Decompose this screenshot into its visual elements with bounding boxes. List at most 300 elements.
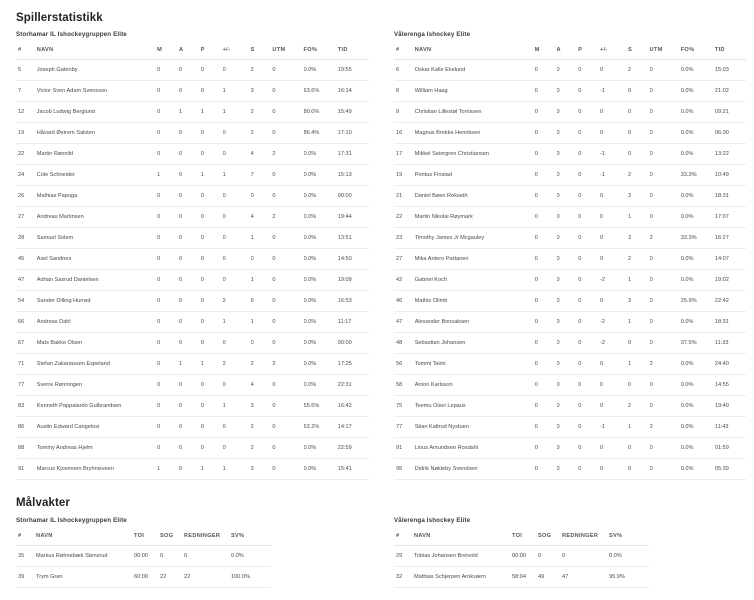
table-row[interactable] xyxy=(16,165,369,186)
cell-faceoff-pct: 0.0% xyxy=(304,60,338,81)
cell-goals: 0 xyxy=(535,291,557,312)
table-row[interactable] xyxy=(394,165,746,186)
cell-plusminus: -2 xyxy=(600,312,628,333)
cell-goals: 0 xyxy=(157,333,179,354)
cell-assists: 0 xyxy=(179,417,201,438)
cell-player-name: Linus Amundsen Rosdahl xyxy=(415,438,535,459)
cell-player-name: Sverre Rønningen xyxy=(37,375,157,396)
cell-number: 17 xyxy=(394,144,415,165)
col-header-number[interactable]: # xyxy=(16,41,37,60)
cell-player-name: Daniel Bøen Rokseth xyxy=(415,186,535,207)
cell-plusminus: 0 xyxy=(600,459,628,480)
col-header-number[interactable]: # xyxy=(394,527,414,546)
cell-assists: 0 xyxy=(557,291,579,312)
cell-player-name: Markus Røhnebæk Stensrud xyxy=(36,546,134,567)
cell-plusminus: 1 xyxy=(223,312,251,333)
cell-number: 7 xyxy=(16,81,37,102)
cell-sog: 0 xyxy=(160,546,184,567)
cell-saves: 0 xyxy=(562,546,609,567)
cell-plusminus: 0 xyxy=(600,396,628,417)
cell-points: 1 xyxy=(201,459,223,480)
cell-shots: 0 xyxy=(628,81,650,102)
table-row[interactable] xyxy=(394,249,746,270)
table-row[interactable] xyxy=(394,102,746,123)
cell-player-name: Timothy James Jr Mcgauley xyxy=(415,228,535,249)
cell-time: 17:10 xyxy=(338,123,369,144)
col-header-name[interactable]: NAVN xyxy=(415,41,535,60)
home-skaters-table xyxy=(16,41,369,480)
cell-player-name: Pontus Finstad xyxy=(415,165,535,186)
cell-player-name: Cole Schneider xyxy=(37,165,157,186)
cell-plusminus: 0 xyxy=(223,207,251,228)
col-header-goals[interactable]: M xyxy=(157,41,179,60)
cell-player-name: Mikkel Seiergren Christiansen xyxy=(415,144,535,165)
cell-time: 11:43 xyxy=(715,417,746,438)
cell-assists: 0 xyxy=(179,186,201,207)
cell-points: 0 xyxy=(201,144,223,165)
cell-time: 22:31 xyxy=(338,375,369,396)
cell-number: 91 xyxy=(16,459,37,480)
table-header-row xyxy=(16,527,271,546)
cell-save-pct: 95.9% xyxy=(609,567,649,588)
table-row[interactable] xyxy=(16,60,369,81)
cell-time: 14:50 xyxy=(338,249,369,270)
cell-plusminus: 1 xyxy=(223,81,251,102)
cell-time: 24:40 xyxy=(715,354,746,375)
table-row[interactable] xyxy=(16,144,369,165)
cell-faceoff-pct: 0.0% xyxy=(304,144,338,165)
col-header-time[interactable]: TID xyxy=(715,41,746,60)
cell-assists: 0 xyxy=(557,123,579,144)
cell-points: 0 xyxy=(201,375,223,396)
cell-penalty-minutes: 0 xyxy=(650,312,681,333)
col-header-plusminus[interactable]: +/- xyxy=(600,41,628,60)
cell-assists: 0 xyxy=(557,354,579,375)
cell-faceoff-pct: 33.3% xyxy=(681,228,715,249)
col-header-assists[interactable]: A xyxy=(179,41,201,60)
cell-shots: 0 xyxy=(628,459,650,480)
cell-time: 14:55 xyxy=(715,375,746,396)
cell-shots: 0 xyxy=(628,333,650,354)
cell-penalty-minutes: 0 xyxy=(272,165,303,186)
table-row[interactable] xyxy=(394,228,746,249)
cell-points: 0 xyxy=(578,417,600,438)
cell-faceoff-pct: 0.0% xyxy=(681,102,715,123)
cell-faceoff-pct: 0.0% xyxy=(681,123,715,144)
away-skaters-body xyxy=(394,60,746,480)
cell-faceoff-pct: 63.2% xyxy=(304,417,338,438)
away-skaters-column xyxy=(377,24,754,480)
cell-goals: 0 xyxy=(157,375,179,396)
cell-assists: 0 xyxy=(179,375,201,396)
cell-shots: 6 xyxy=(251,291,273,312)
table-row[interactable] xyxy=(394,333,746,354)
cell-plusminus: -2 xyxy=(600,270,628,291)
table-row[interactable] xyxy=(394,396,746,417)
table-row[interactable] xyxy=(394,81,746,102)
cell-goals: 1 xyxy=(157,459,179,480)
cell-plusminus: 0 xyxy=(600,354,628,375)
cell-assists: 0 xyxy=(557,228,579,249)
cell-goals: 0 xyxy=(157,312,179,333)
cell-points: 0 xyxy=(578,123,600,144)
cell-penalty-minutes: 0 xyxy=(650,207,681,228)
cell-goals: 0 xyxy=(535,375,557,396)
cell-time: 19:09 xyxy=(338,270,369,291)
cell-goals: 0 xyxy=(157,249,179,270)
cell-points: 0 xyxy=(578,333,600,354)
cell-points: 0 xyxy=(578,165,600,186)
cell-plusminus: 0 xyxy=(223,123,251,144)
cell-goals: 0 xyxy=(535,249,557,270)
table-header-row xyxy=(394,527,649,546)
cell-faceoff-pct: 0.0% xyxy=(304,438,338,459)
away-team-name-skaters: Vålerenga Ishockey Elite xyxy=(394,31,471,38)
cell-number: 42 xyxy=(394,270,415,291)
cell-assists: 0 xyxy=(179,207,201,228)
home-skaters-body xyxy=(16,60,369,480)
cell-goals: 0 xyxy=(157,144,179,165)
cell-shots: 3 xyxy=(628,228,650,249)
skaters-columns xyxy=(0,24,754,480)
goalies-heading: Målvakter xyxy=(16,497,70,509)
table-row[interactable] xyxy=(16,567,271,588)
cell-shots: 3 xyxy=(628,291,650,312)
cell-number: 8 xyxy=(394,81,415,102)
cell-assists: 0 xyxy=(557,417,579,438)
col-header-shots[interactable]: S xyxy=(251,41,273,60)
cell-faceoff-pct: 0.0% xyxy=(681,375,715,396)
cell-assists: 0 xyxy=(179,228,201,249)
cell-penalty-minutes: 0 xyxy=(272,60,303,81)
col-header-assists[interactable]: A xyxy=(557,41,579,60)
cell-number: 45 xyxy=(16,249,37,270)
cell-assists: 0 xyxy=(557,312,579,333)
cell-points: 0 xyxy=(201,228,223,249)
cell-points: 0 xyxy=(578,396,600,417)
cell-shots: 2 xyxy=(628,396,650,417)
table-row[interactable] xyxy=(16,102,369,123)
col-header-goals[interactable]: M xyxy=(535,41,557,60)
col-header-faceoff-pct[interactable]: FO% xyxy=(681,41,715,60)
cell-points: 0 xyxy=(201,417,223,438)
cell-plusminus: 0 xyxy=(223,270,251,291)
cell-faceoff-pct: 0.0% xyxy=(681,417,715,438)
cell-player-name: Didrik Nøkleby Svendsen xyxy=(415,459,535,480)
cell-points: 0 xyxy=(578,60,600,81)
cell-save-pct: 0.0% xyxy=(231,546,271,567)
cell-shots: 0 xyxy=(628,375,650,396)
away-team-name-goalies: Vålerenga Ishockey Elite xyxy=(394,517,471,524)
cell-time: 06:30 xyxy=(715,123,746,144)
cell-penalty-minutes: 0 xyxy=(272,249,303,270)
cell-player-name: Mathias Papuga xyxy=(37,186,157,207)
table-row[interactable] xyxy=(394,354,746,375)
cell-plusminus: 0 xyxy=(600,375,628,396)
cell-shots: 2 xyxy=(251,354,273,375)
away-goalies-table xyxy=(394,527,649,588)
cell-assists: 0 xyxy=(179,312,201,333)
cell-assists: 0 xyxy=(557,165,579,186)
cell-plusminus: 0 xyxy=(223,144,251,165)
cell-goals: 0 xyxy=(157,102,179,123)
skaters-heading: Spillerstatistikk xyxy=(16,12,103,24)
cell-shots: 4 xyxy=(251,207,273,228)
table-row[interactable] xyxy=(394,144,746,165)
cell-shots: 3 xyxy=(251,396,273,417)
table-row[interactable] xyxy=(394,567,649,588)
cell-goals: 0 xyxy=(535,417,557,438)
col-header-saves[interactable]: REDNINGER xyxy=(562,527,609,546)
table-row[interactable] xyxy=(394,438,746,459)
table-row[interactable] xyxy=(16,270,369,291)
cell-faceoff-pct: 33.3% xyxy=(681,165,715,186)
cell-number: 91 xyxy=(394,438,415,459)
cell-goals: 0 xyxy=(535,102,557,123)
cell-penalty-minutes: 2 xyxy=(650,354,681,375)
table-row[interactable] xyxy=(16,81,369,102)
cell-time: 19:40 xyxy=(715,396,746,417)
cell-player-name: Tommi Taimi xyxy=(415,354,535,375)
cell-number: 19 xyxy=(394,165,415,186)
cell-player-name: Sander Dilling Hurrød xyxy=(37,291,157,312)
cell-shots: 2 xyxy=(251,438,273,459)
cell-shots: 0 xyxy=(251,186,273,207)
col-header-toi[interactable]: TOI xyxy=(134,527,160,546)
table-row[interactable] xyxy=(16,333,369,354)
col-header-points[interactable]: P xyxy=(201,41,223,60)
cell-number: 16 xyxy=(394,123,415,144)
cell-penalty-minutes: 0 xyxy=(272,438,303,459)
cell-plusminus: -1 xyxy=(600,417,628,438)
col-header-name[interactable]: NAVN xyxy=(414,527,512,546)
table-row[interactable] xyxy=(16,546,271,567)
cell-shots: 0 xyxy=(628,102,650,123)
cell-shots: 1 xyxy=(251,270,273,291)
cell-plusminus: 0 xyxy=(600,102,628,123)
cell-penalty-minutes: 0 xyxy=(272,102,303,123)
cell-player-name: Marcus Kjosmoen Bryhnisveen xyxy=(37,459,157,480)
col-header-penalty-minutes[interactable]: UTM xyxy=(650,41,681,60)
col-header-number[interactable]: # xyxy=(16,527,36,546)
col-header-sog[interactable]: SOG xyxy=(538,527,562,546)
col-header-toi[interactable]: TOI xyxy=(512,527,538,546)
cell-points: 0 xyxy=(578,81,600,102)
table-row[interactable] xyxy=(394,459,746,480)
cell-number: 48 xyxy=(394,333,415,354)
cell-points: 0 xyxy=(578,438,600,459)
cell-assists: 0 xyxy=(179,270,201,291)
col-header-save-pct[interactable]: SV% xyxy=(231,527,271,546)
cell-time: 16:53 xyxy=(338,291,369,312)
table-row[interactable] xyxy=(16,312,369,333)
cell-assists: 0 xyxy=(179,459,201,480)
cell-player-name: Samuel Solem xyxy=(37,228,157,249)
table-row[interactable] xyxy=(394,417,746,438)
table-row[interactable] xyxy=(16,228,369,249)
cell-penalty-minutes: 2 xyxy=(272,207,303,228)
table-header-row xyxy=(394,41,746,60)
cell-player-name: Adrian Saxrud Danielsen xyxy=(37,270,157,291)
table-row[interactable] xyxy=(16,291,369,312)
cell-number: 26 xyxy=(16,186,37,207)
cell-time: 22:59 xyxy=(338,438,369,459)
cell-goals: 0 xyxy=(535,144,557,165)
cell-number: 22 xyxy=(394,207,415,228)
col-header-points[interactable]: P xyxy=(578,41,600,60)
cell-faceoff-pct: 80.0% xyxy=(304,102,338,123)
cell-number: 75 xyxy=(394,396,415,417)
cell-faceoff-pct: 0.0% xyxy=(304,291,338,312)
cell-number: 77 xyxy=(394,417,415,438)
cell-shots: 1 xyxy=(251,312,273,333)
cell-player-name: Joseph Gatenby xyxy=(37,60,157,81)
cell-player-name: Sebastian Johansen xyxy=(415,333,535,354)
cell-points: 0 xyxy=(201,312,223,333)
home-goalies-table xyxy=(16,527,271,588)
cell-faceoff-pct: 25.9% xyxy=(681,291,715,312)
table-row[interactable] xyxy=(16,354,369,375)
cell-plusminus: 1 xyxy=(223,165,251,186)
cell-time: 15:41 xyxy=(338,459,369,480)
cell-sog: 22 xyxy=(160,567,184,588)
table-row[interactable] xyxy=(394,60,746,81)
table-row[interactable] xyxy=(394,207,746,228)
cell-shots: 2 xyxy=(251,123,273,144)
col-header-sog[interactable]: SOG xyxy=(160,527,184,546)
cell-number: 19 xyxy=(16,123,37,144)
cell-shots: 1 xyxy=(628,270,650,291)
cell-assists: 0 xyxy=(179,165,201,186)
cell-penalty-minutes: 0 xyxy=(650,123,681,144)
cell-number: 88 xyxy=(16,438,37,459)
table-row[interactable] xyxy=(394,291,746,312)
cell-number: 5 xyxy=(16,60,37,81)
col-header-shots[interactable]: S xyxy=(628,41,650,60)
table-row[interactable] xyxy=(394,375,746,396)
cell-assists: 1 xyxy=(179,354,201,375)
home-skaters-column xyxy=(0,24,377,480)
cell-points: 0 xyxy=(578,228,600,249)
cell-shots: 2 xyxy=(251,417,273,438)
cell-plusminus: 0 xyxy=(600,207,628,228)
table-row[interactable] xyxy=(394,546,649,567)
cell-shots: 2 xyxy=(251,102,273,123)
cell-number: 46 xyxy=(394,291,415,312)
skaters-heading-wrap xyxy=(0,0,754,24)
table-row[interactable] xyxy=(394,312,746,333)
cell-goals: 0 xyxy=(157,207,179,228)
goalies-columns xyxy=(0,509,754,588)
cell-faceoff-pct: 0.0% xyxy=(304,354,338,375)
table-row[interactable] xyxy=(394,270,746,291)
col-header-plusminus[interactable]: +/- xyxy=(223,41,251,60)
table-row[interactable] xyxy=(16,207,369,228)
cell-faceoff-pct: 0.0% xyxy=(304,459,338,480)
cell-points: 1 xyxy=(201,165,223,186)
cell-time: 13:22 xyxy=(715,144,746,165)
col-header-name[interactable]: NAVN xyxy=(37,41,157,60)
table-row[interactable] xyxy=(394,123,746,144)
col-header-penalty-minutes[interactable]: UTM xyxy=(272,41,303,60)
cell-assists: 0 xyxy=(179,249,201,270)
cell-number: 28 xyxy=(16,228,37,249)
col-header-time[interactable]: TID xyxy=(338,41,369,60)
cell-plusminus: 0 xyxy=(223,249,251,270)
cell-points: 0 xyxy=(201,81,223,102)
cell-sog: 0 xyxy=(538,546,562,567)
cell-penalty-minutes: 0 xyxy=(272,270,303,291)
cell-player-name: Austin Edward Cangelosi xyxy=(37,417,157,438)
cell-player-name: Victor Sven Adam Svensson xyxy=(37,81,157,102)
table-row[interactable] xyxy=(16,375,369,396)
cell-penalty-minutes: 0 xyxy=(650,81,681,102)
cell-time: 14:17 xyxy=(338,417,369,438)
table-row[interactable] xyxy=(16,249,369,270)
col-header-save-pct[interactable]: SV% xyxy=(609,527,649,546)
cell-goals: 0 xyxy=(535,333,557,354)
table-row[interactable] xyxy=(16,438,369,459)
cell-player-name: Jacob Ludwig Berglund xyxy=(37,102,157,123)
cell-player-name: Oskar Kalle Ekelund xyxy=(415,60,535,81)
cell-time: 10:49 xyxy=(715,165,746,186)
col-header-name[interactable]: NAVN xyxy=(36,527,134,546)
cell-faceoff-pct: 0.0% xyxy=(681,354,715,375)
cell-goals: 0 xyxy=(157,123,179,144)
cell-number: 71 xyxy=(16,354,37,375)
table-row[interactable] xyxy=(16,123,369,144)
table-row[interactable] xyxy=(16,186,369,207)
cell-assists: 0 xyxy=(557,396,579,417)
cell-time: 21:02 xyxy=(715,81,746,102)
cell-time: 11:17 xyxy=(338,312,369,333)
table-row[interactable] xyxy=(16,396,369,417)
col-header-saves[interactable]: REDNINGER xyxy=(184,527,231,546)
cell-penalty-minutes: 0 xyxy=(650,459,681,480)
cell-points: 0 xyxy=(578,459,600,480)
cell-player-name: Martin Rønnild xyxy=(37,144,157,165)
cell-shots: 1 xyxy=(628,417,650,438)
col-header-faceoff-pct[interactable]: FO% xyxy=(304,41,338,60)
cell-player-name: Mika Antero Partanen xyxy=(415,249,535,270)
cell-points: 0 xyxy=(578,354,600,375)
cell-faceoff-pct: 63.6% xyxy=(304,81,338,102)
table-row[interactable] xyxy=(16,417,369,438)
table-row[interactable] xyxy=(394,186,746,207)
cell-penalty-minutes: 0 xyxy=(272,291,303,312)
cell-points: 0 xyxy=(201,60,223,81)
col-header-number[interactable]: # xyxy=(394,41,415,60)
table-row[interactable] xyxy=(16,459,369,480)
cell-shots: 2 xyxy=(628,60,650,81)
cell-plusminus: 1 xyxy=(223,396,251,417)
cell-faceoff-pct: 0.0% xyxy=(681,396,715,417)
cell-number: 6 xyxy=(394,60,415,81)
cell-save-pct: 100.0% xyxy=(231,567,271,588)
cell-assists: 0 xyxy=(557,81,579,102)
cell-penalty-minutes: 0 xyxy=(272,333,303,354)
cell-penalty-minutes: 0 xyxy=(272,417,303,438)
cell-sog: 49 xyxy=(538,567,562,588)
cell-saves: 47 xyxy=(562,567,609,588)
cell-shots: 1 xyxy=(628,207,650,228)
cell-points: 0 xyxy=(201,249,223,270)
away-goalies-body xyxy=(394,546,649,588)
cell-assists: 0 xyxy=(179,291,201,312)
cell-save-pct: 0.0% xyxy=(609,546,649,567)
cell-penalty-minutes: 0 xyxy=(650,249,681,270)
cell-plusminus: 0 xyxy=(223,375,251,396)
